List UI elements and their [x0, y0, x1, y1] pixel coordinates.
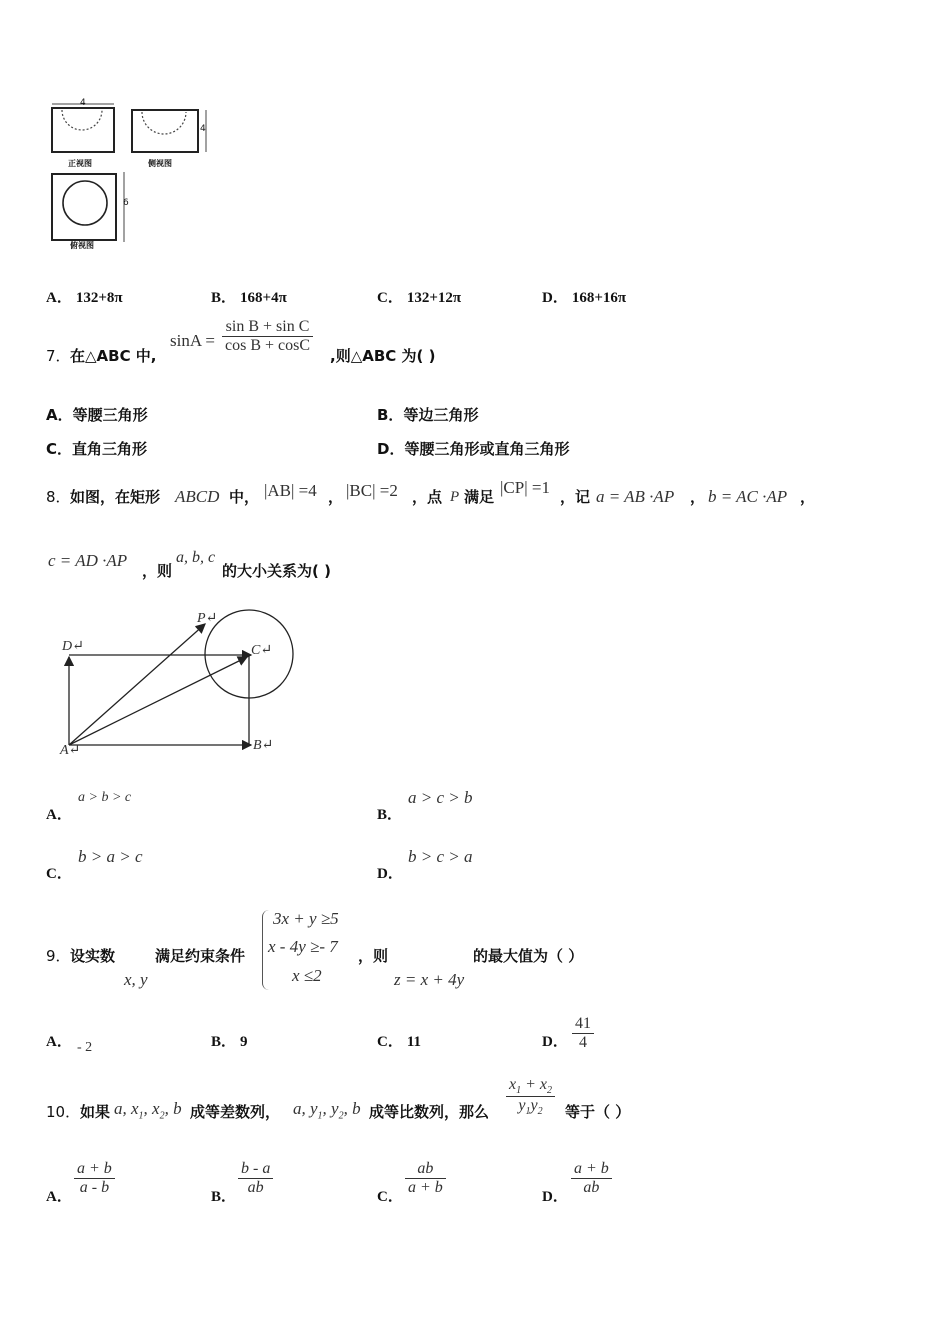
- q8-number: 8．: [46, 488, 71, 506]
- q9-text-2: 满足约束条件: [155, 947, 246, 965]
- q7-option-a[interactable]: A．等腰三角形: [46, 406, 148, 424]
- q9-option-d-fraction: [572, 1015, 594, 1052]
- q9-text-3: ，则: [358, 947, 389, 965]
- q10-option-d-fraction: [571, 1160, 612, 1197]
- q7-lhs: sinA =: [170, 331, 216, 350]
- q8-c-definition: c = AD ·AP: [48, 551, 128, 570]
- q7-fraction: [222, 318, 313, 355]
- q10-fraction: [506, 1076, 555, 1117]
- q8-label-b: B↵: [253, 738, 274, 753]
- q8-comma-2: ，: [690, 488, 706, 506]
- q8-ab-length: |AB| =4: [264, 481, 317, 500]
- q8-vector-ac: [69, 657, 247, 745]
- q7-option-c[interactable]: C．直角三角形: [46, 440, 148, 458]
- front-view-arc: [62, 110, 102, 130]
- q10-option-b-num: b - a: [241, 1160, 271, 1177]
- q10-seq-geom: a, $y_1$, $y_2$, b: [293, 1099, 361, 1122]
- q10-option-a-den: a - b: [79, 1179, 110, 1196]
- q8-comma-1: ，: [328, 488, 344, 506]
- q8-text-5: ，记: [560, 488, 591, 506]
- q7-option-b[interactable]: B．等边三角形: [377, 406, 479, 424]
- q10-option-c-num: ab: [417, 1160, 434, 1177]
- q7-stem-post: ,则△ABC 为( ): [330, 347, 436, 365]
- q10-option-c-letter[interactable]: C．: [377, 1189, 403, 1205]
- q8-vector-ap: [69, 624, 205, 745]
- dim-side-height: 4: [200, 124, 206, 134]
- q6-option-b[interactable]: B． 168+4π: [211, 290, 287, 306]
- q10-seq-arith: a, $x_1$, $x_2$, b: [114, 1099, 182, 1122]
- q9-option-a-value: - 2: [77, 1040, 93, 1055]
- q10-option-d-letter[interactable]: D．: [542, 1189, 568, 1205]
- q8-cp-length: |CP| =1: [500, 478, 550, 497]
- three-view-figure: [40, 96, 220, 256]
- q8-rectangle-figure: [55, 600, 315, 765]
- q9-text-4: 的最大值为（ ）: [473, 947, 584, 965]
- q9-text-1: 设实数: [70, 947, 116, 965]
- q8-label-d: D↵: [62, 639, 84, 654]
- q8-option-b-expr: a > c > b: [408, 788, 473, 807]
- q10-option-b-letter[interactable]: B．: [211, 1189, 237, 1205]
- q9-option-d-letter[interactable]: D．: [542, 1034, 568, 1050]
- q8-bc-length: |BC| =2: [346, 481, 398, 500]
- q8-option-a-letter[interactable]: A．: [46, 807, 72, 823]
- top-view-circle: [63, 181, 107, 225]
- q10-option-c-den: a + b: [408, 1179, 443, 1196]
- q10-numerator: $x_1 + x_2$: [509, 1076, 553, 1097]
- q9-number: 9．: [46, 947, 71, 965]
- q9-option-d-num: 41: [575, 1015, 591, 1032]
- q10-option-a-num: a + b: [77, 1160, 112, 1177]
- q10-option-c-fraction: [405, 1160, 446, 1197]
- q8-text-3: ，点: [412, 488, 443, 506]
- q8-text-1: 如图，在矩形: [70, 488, 161, 506]
- q10-text-3: 成等比数列，那么: [369, 1103, 490, 1121]
- q10-denominator: $y_1y_2$: [518, 1097, 543, 1118]
- q8-option-a-expr: a > b > c: [78, 790, 132, 805]
- q9-constraint-3: x ≤2: [292, 966, 322, 985]
- q8-text-2: 中，: [229, 488, 260, 506]
- q6-option-c[interactable]: C． 132+12π: [377, 290, 462, 306]
- q7-option-d[interactable]: D．等腰三角形或直角三角形: [377, 440, 570, 458]
- q8-abc: a, b, c: [176, 549, 216, 566]
- q8-b-definition: b = AC ·AP: [708, 487, 788, 506]
- q10-number: 10．: [46, 1103, 81, 1121]
- q7-numerator: sin B + sin C: [225, 318, 310, 335]
- q9-option-a-letter[interactable]: A．: [46, 1034, 72, 1050]
- q10-text-1: 如果: [80, 1103, 111, 1121]
- q10-option-d-den: ab: [583, 1179, 600, 1196]
- q10-option-a-letter[interactable]: A．: [46, 1189, 72, 1205]
- q8-label-p: P↵: [197, 611, 218, 626]
- q8-point-p: P: [450, 489, 460, 505]
- q9-constraint-2: x - 4y ≥- 7: [268, 937, 338, 956]
- dim-width: 4: [80, 98, 86, 108]
- q8-rect-name: ABCD: [175, 487, 220, 506]
- q8-option-b-letter[interactable]: B．: [377, 807, 403, 823]
- side-view-arc: [142, 112, 186, 134]
- q9-option-c[interactable]: C． 11: [377, 1034, 422, 1050]
- q10-option-b-fraction: [238, 1160, 273, 1197]
- q8-text-4: 满足: [464, 488, 495, 506]
- top-view-label: 俯视图: [70, 241, 94, 250]
- q6-option-a[interactable]: A． 132+8π: [46, 290, 123, 306]
- q9-objective: z = x + 4y: [394, 970, 465, 989]
- q7-denominator: cos B + cosC: [225, 337, 311, 354]
- q8-a-definition: a = AB ·AP: [596, 487, 675, 506]
- q8-option-d-letter[interactable]: D．: [377, 866, 403, 882]
- front-view-label: 正视图: [68, 159, 92, 168]
- q10-option-a-fraction: [74, 1160, 115, 1197]
- q7-number: 7．: [46, 347, 71, 365]
- q9-option-d-den: 4: [579, 1034, 587, 1051]
- q10-text-2: 成等差数列，: [190, 1103, 281, 1121]
- side-view-label: 侧视图: [148, 159, 172, 168]
- q9-option-b[interactable]: B． 9: [211, 1034, 248, 1050]
- q8-option-c-expr: b > a > c: [78, 847, 143, 866]
- q8-label-c: C↵: [251, 643, 273, 658]
- q8-option-d-expr: b > c > a: [408, 847, 473, 866]
- q8-text-6: ，则: [142, 562, 173, 580]
- q8-text-7: 的大小关系为( ): [222, 562, 331, 580]
- q10-text-4: 等于（ ）: [565, 1103, 631, 1121]
- q9-variables: x, y: [124, 970, 148, 989]
- q10-option-d-num: a + b: [574, 1160, 609, 1177]
- q9-constraint-1: 3x + y ≥5: [273, 909, 339, 928]
- q8-label-a: A↵: [60, 743, 81, 758]
- q8-option-c-letter[interactable]: C．: [46, 866, 72, 882]
- dim-top-height: 6: [123, 198, 129, 208]
- q8-comma-3: ，: [800, 488, 816, 506]
- q7-stem-pre: 在△ABC 中,: [70, 347, 157, 365]
- q10-option-b-den: ab: [247, 1179, 264, 1196]
- q6-option-d[interactable]: D． 168+16π: [542, 290, 627, 306]
